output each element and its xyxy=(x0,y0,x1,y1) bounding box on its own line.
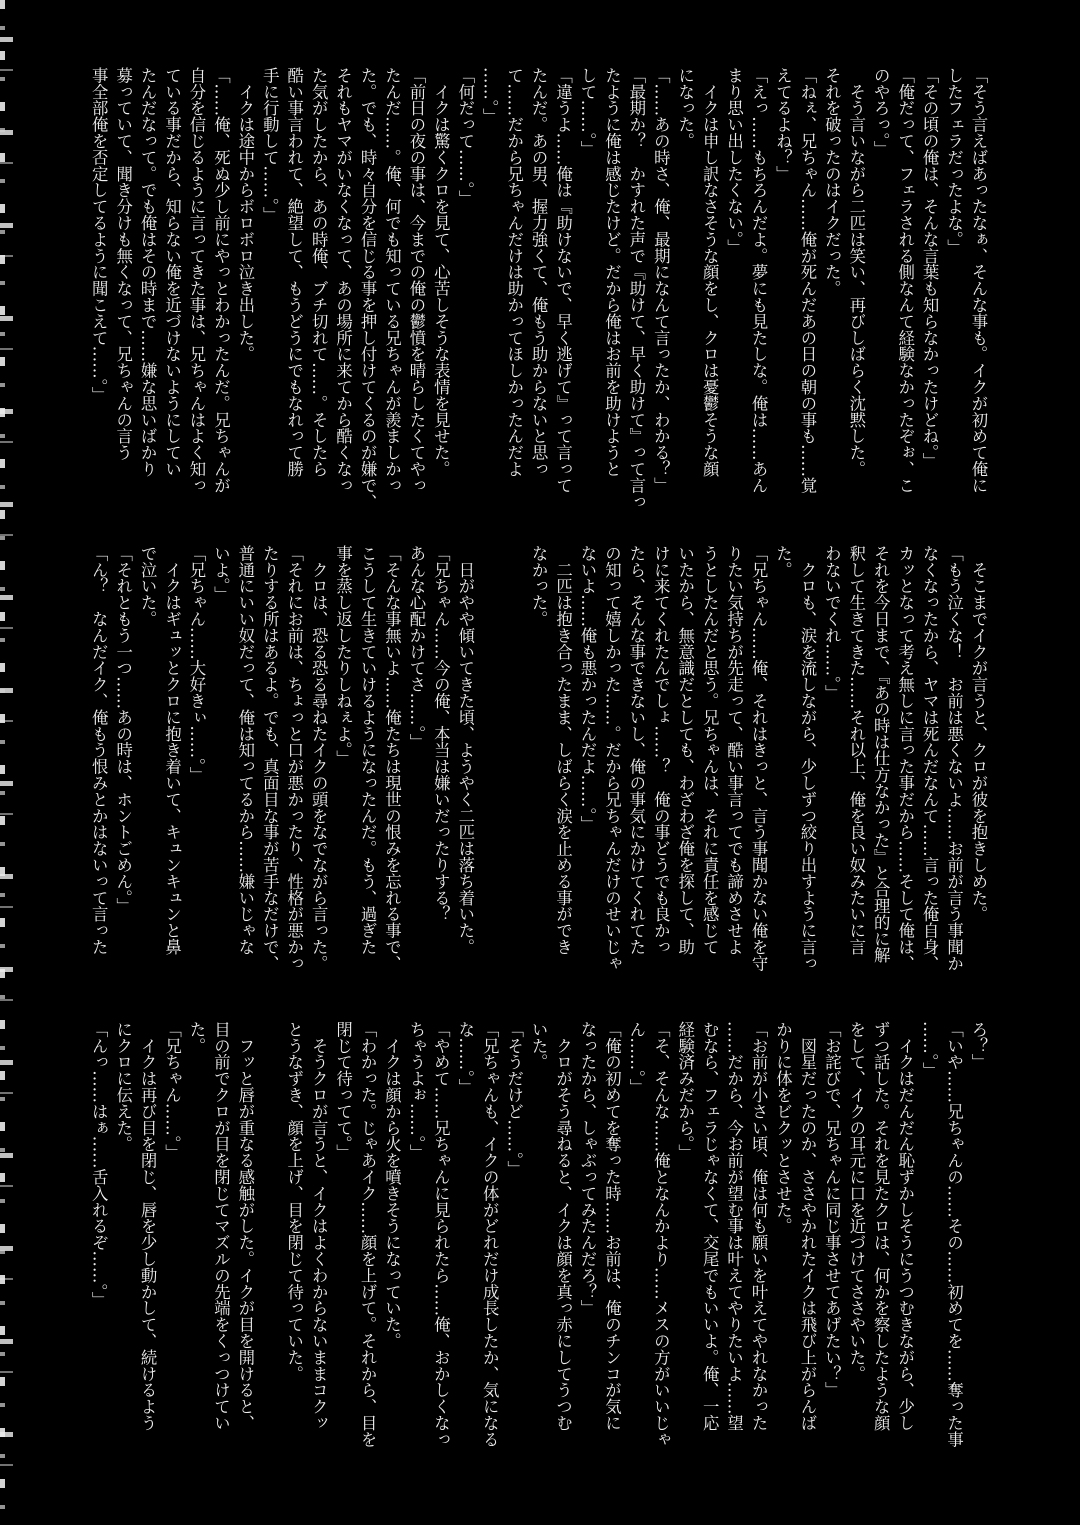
text-column: 「俺だって、フェラされる側なんて経験なかったぞぉ、こ xyxy=(895,67,915,494)
text-column: 「最期か？ かすれた声で『助けて、早く助けて』って言っ xyxy=(626,67,646,510)
text-column: 手に行動して……。」 xyxy=(260,67,280,223)
text-column: 酷い事言われて、絶望して、もうどうにでもなれって勝 xyxy=(284,67,304,477)
text-column: したフェラだったよな。」 xyxy=(944,67,964,256)
text-column: いよ。」 xyxy=(211,545,231,603)
text-column: た。 xyxy=(773,545,793,578)
text-column: 「そうだけど……。」 xyxy=(504,1021,524,1177)
text-column: で泣いた。 xyxy=(138,545,158,627)
text-column: それを今日まで、『あの時は仕方なかった』と合理的に解 xyxy=(871,545,891,964)
text-column: 「ねぇ、兄ちゃん……俺が死んだあの日の朝の事も……覚 xyxy=(797,67,817,494)
text-column: になった。 xyxy=(675,67,695,149)
text-column: なかった。 xyxy=(529,545,549,627)
text-column: の知って嬉しかった……。だから兄ちゃんだけのせいじゃ xyxy=(602,545,622,972)
text-column: 「……あの時さ、俺、最期になんて言ったか、わかる？」 xyxy=(651,67,671,494)
text-column: て……だから兄ちゃんだけは助かってほしかったんだよ xyxy=(504,67,524,477)
text-column: 「兄ちゃん……俺、それはきっと、言う事聞かない俺を守 xyxy=(749,545,769,972)
text-column: イクは驚くクロを見て、心苦しそうな表情を見せた。 xyxy=(431,67,451,477)
text-column: 「それにお前は、ちょっと口が悪かったり、性格が悪かっ xyxy=(284,545,304,972)
text-column: な……。」 xyxy=(455,1021,475,1095)
text-column: ないよ……俺も悪かったんだよ……。」 xyxy=(578,545,597,832)
text-column: たように俺は感じたけど。だから俺はお前を助けようと xyxy=(602,67,622,477)
text-column: 「ん？ なんだイク、俺もう恨みとかはないって言った xyxy=(89,545,109,955)
text-column: 「もう泣くな！ お前は悪くないよ……お前が言う事聞か xyxy=(944,545,964,972)
text-column: 目の前でクロが目を閉じてマズルの先端をくっつけてい xyxy=(211,1021,231,1431)
text-column: それもヤマがいなくなって、あの場所に来てから酷くなっ xyxy=(333,67,353,494)
text-column: 「お詫びで、兄ちゃんに同じ事させてあげたい？」 xyxy=(822,1021,842,1399)
text-column: 事全部俺を否定してるように聞こえて……。」 xyxy=(89,67,109,404)
text-column: たら、そんな事できないし、俺の事気にかけてくれてた xyxy=(626,545,646,955)
text-column: 「兄ちゃん……今の俺、本当は嫌いだったりする？ xyxy=(431,545,451,923)
text-column: 「……俺、死ぬ少し前にやっとわかったんだ。兄ちゃんが xyxy=(211,67,231,494)
text-column: あんな心配かけてさ……。」 xyxy=(406,545,426,750)
text-column: 「えっ……もちろんだよ。夢にも見たしな。俺は……あん xyxy=(749,67,769,494)
text-column: 「やめて……兄ちゃんに見られたら……俺、おかしくなっ xyxy=(431,1021,451,1448)
text-column: カッとなって考え無しに言った事だから……そして俺は、 xyxy=(895,545,915,972)
text-column: そうクロが言うと、イクはよくわからないままコクッ xyxy=(309,1021,329,1431)
text-column: をして、イクの耳元に口を近づけてささやいた。 xyxy=(846,1021,866,1382)
text-tier-top xyxy=(85,67,990,515)
text-column: 「兄ちゃん……大好きぃ……。」 xyxy=(187,545,206,783)
text-column: 募っていて、聞き分けも無くなって、兄ちゃんの言う xyxy=(113,67,133,461)
text-column: 「俺の初めてを奪った時……お前は、俺のチンコが気に xyxy=(602,1021,622,1431)
text-column: りたい気持ちが先走って、酷い事言ってでも諦めさせよ xyxy=(724,545,744,955)
text-column: ろ？」 xyxy=(969,1021,988,1071)
blank-column xyxy=(477,545,501,993)
text-column: クロがそう尋ねると、イクは顔を真っ赤にしてうつむ xyxy=(553,1021,573,1431)
text-column: 釈して生きてきた……それ以上、俺を良い奴みたいに言 xyxy=(846,545,866,955)
text-column: して……。」 xyxy=(578,67,597,158)
text-column: むなら、フェラじゃなくて、交尾でもいいよ。俺、一応 xyxy=(700,1021,720,1431)
text-column: 「兄ちゃん……。」 xyxy=(162,1021,182,1161)
text-column: それを破ったのはイクだった。 xyxy=(822,67,842,297)
text-column: 二匹は抱き合ったまま、しばらく涙を止める事ができ xyxy=(553,545,573,955)
text-column: 普通にいい奴だって、俺は知ってるから……嫌いじゃな xyxy=(235,545,255,955)
text-column: うとしたんだと思う。兄ちゃんは、それに責任を感じて xyxy=(700,545,720,955)
text-column: のやろっ。」 xyxy=(871,67,891,158)
text-column: 「何だって……。」 xyxy=(455,67,475,207)
text-column: クロは、恐る恐る尋ねたイクの頭をなでながら言った。 xyxy=(309,545,329,972)
text-column: たりする所はあるよ。でも、真面目な事が苦手なだけで、 xyxy=(260,545,280,972)
text-column: た。でも、時々自分を信じる事を押し付けてくるのが嫌で、 xyxy=(358,67,378,510)
text-column: ている事だから、知らない俺を近づけないようにしてい xyxy=(162,67,182,477)
text-column: 「その頃の俺は、そんな言葉も知らなかったけどね。」 xyxy=(920,67,940,469)
text-tier-middle xyxy=(85,545,990,993)
text-column: けに来てくれたんでしょ……？ 俺の事どうでも良かっ xyxy=(651,545,671,955)
text-column: 閉じて待ってて。」 xyxy=(333,1021,353,1161)
text-column: えてるよね？」 xyxy=(773,67,793,182)
text-column: 事を蒸し返したりしねぇよ。」 xyxy=(333,545,353,767)
text-column: ……。」 xyxy=(920,1021,940,1079)
text-column: イクは顔から火を噴きそうになっていた。 xyxy=(382,1021,402,1349)
text-column: まり思い出したくない。」 xyxy=(724,67,744,256)
text-column: た。 xyxy=(187,1021,206,1054)
text-column: 「いや……兄ちゃんの……その……初めてを……奪った事 xyxy=(944,1021,964,1448)
text-column: イクは再び目を閉じ、唇を少し動かして、続けるよう xyxy=(138,1021,158,1431)
text-column: た気がしたから、あの時俺、ブチ切れて……。そしたら xyxy=(309,67,329,477)
text-column: ずつ話した。それを見たクロは、何かを察したような顔 xyxy=(871,1021,891,1431)
text-column: にクロに伝えた。 xyxy=(113,1021,133,1153)
text-column: たんだ。あの男、握力強くて、俺もう助からないと思っ xyxy=(529,67,549,477)
text-column: 「そんな事無いよ……俺たちは現世の恨みを忘れる事で、 xyxy=(382,545,402,972)
blank-column xyxy=(257,1021,281,1469)
text-tier-bottom xyxy=(85,1021,990,1469)
text-column: そう言いながら二匹は笑い、再びしばらく沈黙した。 xyxy=(846,67,866,477)
text-column: 「それともう一つ……あの時は、ホントごめん。」 xyxy=(113,545,133,914)
text-column: なったから、しゃぶってみたんだろ？」 xyxy=(578,1021,597,1317)
text-column: クロも、涙を流しながら、少しずつ絞り出すように言っ xyxy=(797,545,817,972)
text-column: いた。 xyxy=(529,1021,549,1071)
text-column: イクはだんだん恥ずかしそうにうつむきながら、少し xyxy=(895,1021,915,1431)
text-column: いたから、無意識だとしても、わざわざ俺を探して、助 xyxy=(675,545,695,955)
text-column: たんだ……。俺、何でも知っている兄ちゃんが羨ましかっ xyxy=(382,67,402,494)
text-column: フッと唇が重なる感触がした。イクが目を開けると、 xyxy=(235,1021,255,1431)
text-column: イクは途中からボロボロ泣き出した。 xyxy=(235,67,255,363)
text-column: 「んっ……はぁ……舌入れるぞ……。」 xyxy=(89,1021,109,1308)
text-column: ……だから、今お前が望む事は叶えてやりたいよ……望 xyxy=(724,1021,744,1431)
blank-column xyxy=(501,545,525,993)
text-column: たんだなって。でも俺はその時まで……嫌な思いばかり xyxy=(138,67,158,477)
text-column: 自分を信じるように言ってきた事は、兄ちゃんはよく知っ xyxy=(187,67,206,494)
text-column: 図星だったのか、ささやかれたイクは飛び上がらんば xyxy=(797,1021,817,1431)
text-column: なくなったから、ヤマは死んだなんて……言った俺自身、 xyxy=(920,545,940,972)
text-column: 「そ、そんな……俺となんかより……メスの方がいいじゃ xyxy=(651,1021,671,1448)
text-column: ちゃうよぉ……。」 xyxy=(406,1021,426,1161)
text-column: 「お前が小さい頃、俺は何も願いを叶えてやれなかった xyxy=(749,1021,769,1431)
text-column: 日がやや傾いてきた頃、ようやく二匹は落ち着いた。 xyxy=(455,545,475,955)
text-column: こうして生きていけるようになったんだ。もう、過ぎた xyxy=(358,545,378,955)
text-column: わないでくれ……。」 xyxy=(822,545,842,701)
text-column: イクは申し訳なさそうな顔をし、クロは憂鬱そうな顔 xyxy=(700,67,720,477)
text-column: そこまでイクが言うと、クロが彼を抱きしめた。 xyxy=(969,545,988,923)
scan-edge-inner xyxy=(0,0,5,1525)
text-column: とうなずき、顔を上げ、目を閉じて待っていた。 xyxy=(284,1021,304,1382)
text-column: 「兄ちゃんも、イクの体がどれだけ成長したか、気になる xyxy=(480,1021,500,1448)
text-column: ……。」 xyxy=(480,67,500,125)
text-column: 「そう言えばあったなぁ、そんな事も。イクが初めて俺に xyxy=(969,67,988,494)
text-column: 「わかった。じゃあイク……顔を上げて。それから、目を xyxy=(358,1021,378,1448)
text-column: イクはギュッとクロに抱き着いて、キュンキュンと鼻 xyxy=(162,545,182,955)
text-column: 経験済みだから。」 xyxy=(675,1021,695,1161)
text-column: 「前日の夜の事は、今までの俺の鬱憤を晴らしたくてやっ xyxy=(406,67,426,494)
text-column: 「違うよ……俺は『助けないで、早く逃げて』って言って xyxy=(553,67,573,494)
text-column: かりに体をビクッとさせた。 xyxy=(773,1021,793,1235)
text-column: ん……。」 xyxy=(626,1021,646,1095)
